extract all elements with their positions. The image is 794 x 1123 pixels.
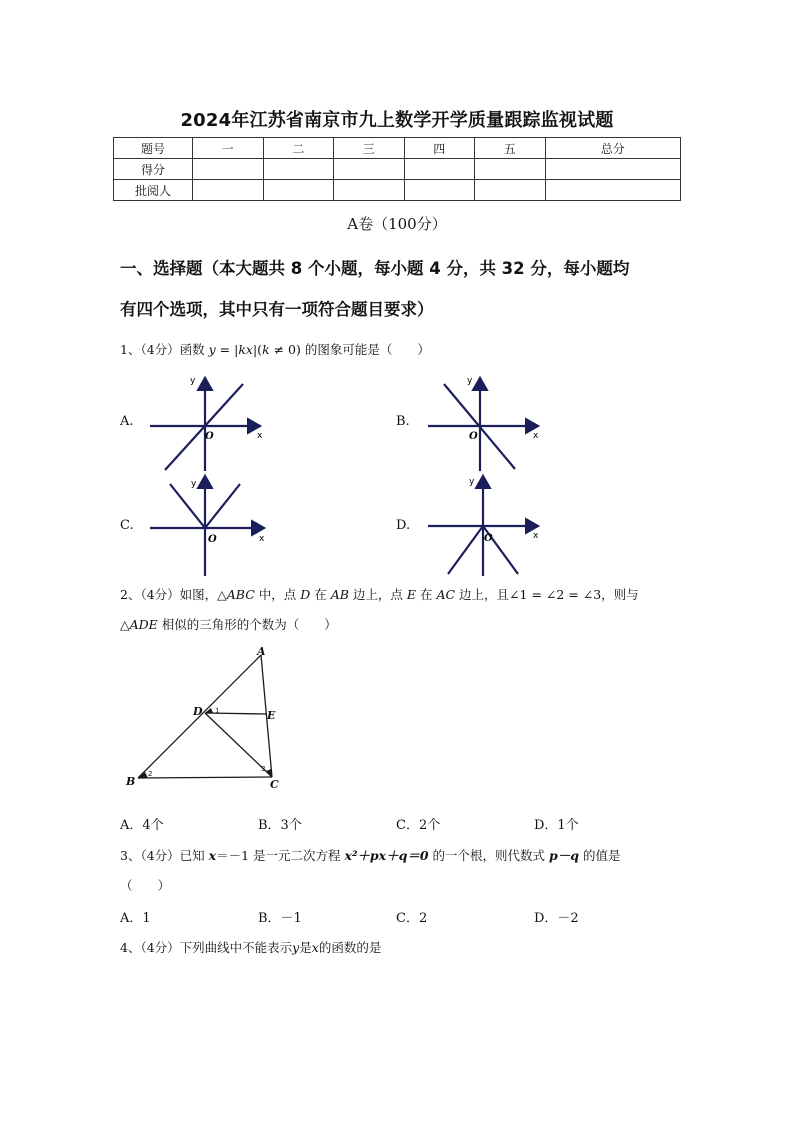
q1-graph-c <box>140 470 270 580</box>
q1-prefix: 1、（4分）函数 <box>120 342 205 357</box>
q1-graph-b <box>418 368 548 476</box>
x-axis-label: x <box>257 431 263 441</box>
q3-option-c: C．2 <box>396 911 428 926</box>
point-b-label: B <box>126 775 136 788</box>
graph-line-left <box>170 484 205 528</box>
q4-text: 的函数的是 <box>318 940 382 955</box>
angle-1-label: 1 <box>215 707 220 715</box>
table-cell <box>404 159 475 180</box>
table-row <box>114 159 681 180</box>
q2-var-ade: ADE <box>129 617 158 632</box>
origin-label: O <box>208 534 217 545</box>
q3-text: 的一个根，则代数式 <box>428 848 550 863</box>
q2-text: 中，点 <box>254 587 301 602</box>
point-d-label: D <box>193 705 203 718</box>
q3-var-x: x <box>208 848 217 863</box>
point-c-label: C <box>270 778 279 791</box>
y-axis-label: y <box>469 477 475 487</box>
table-header-cell: 二 <box>263 138 334 159</box>
table-row <box>114 180 681 201</box>
x-axis-label: x <box>259 534 265 544</box>
q3-text: 的值是 <box>579 848 621 863</box>
angle-3-label: 3 <box>261 765 266 773</box>
q2-var-ac: AC <box>436 587 456 602</box>
part-heading-line-2: 有四个选项，其中只有一项符合题目要求） <box>120 300 434 319</box>
q2-text: 2、（4分）如图，△ <box>120 587 227 602</box>
q1-suffix: 的图象可能是（ ） <box>304 342 430 357</box>
q1-option-d-label: D. <box>396 518 411 533</box>
y-axis-label: y <box>190 376 196 386</box>
q2-option-c: C．2个 <box>396 818 441 833</box>
q4-text: 4、（4分）下列曲线中不能表示 <box>120 940 293 955</box>
q1-formula-eq: = | <box>215 342 239 357</box>
q2-var-abc: ABC <box>226 587 255 602</box>
q4-var-y: y <box>292 940 300 955</box>
q2-text: 相似的三角形的个数为（ ） <box>157 617 337 632</box>
section-title: A卷（100分） <box>347 215 447 233</box>
table-row <box>114 138 681 159</box>
q1-option-c-label: C. <box>120 518 134 533</box>
q2-text: 边上，点 <box>348 587 407 602</box>
x-axis-label: x <box>533 531 539 541</box>
q2-triangle-figure <box>118 645 298 795</box>
q3-expression: p－q <box>549 848 579 863</box>
score-table <box>113 137 681 201</box>
y-axis-label: y <box>191 479 197 489</box>
q2-text: 在 <box>416 587 437 602</box>
table-cell <box>193 180 264 201</box>
table-header-cell: 题号 <box>114 138 193 159</box>
table-cell <box>263 159 334 180</box>
table-header-cell: 五 <box>475 138 546 159</box>
q2-var-d: D <box>300 587 311 602</box>
q1-formula-cond: ≠ 0) <box>269 342 301 357</box>
table-header-cell: 总分 <box>545 138 681 159</box>
question-4 <box>120 938 381 956</box>
q2-text: 边上，且∠1 = ∠2 = ∠3，则与 <box>455 587 639 602</box>
graph-line-left <box>448 526 483 574</box>
table-cell <box>263 180 334 201</box>
q3-option-b: B．－1 <box>258 911 302 926</box>
table-cell <box>334 159 405 180</box>
q1-formula-y: y <box>208 342 216 357</box>
point-e-label: E <box>267 709 276 722</box>
table-cell <box>545 180 681 201</box>
q3-equation: x²＋px＋q＝0 <box>344 848 429 863</box>
question-3-line-1 <box>120 846 620 864</box>
question-3-line-2: （ ） <box>120 878 171 893</box>
q1-formula-k: k <box>262 342 270 357</box>
q2-option-a: A．4个 <box>120 818 164 833</box>
origin-label: O <box>484 533 493 544</box>
table-cell <box>193 159 264 180</box>
table-header-cell: 一 <box>193 138 264 159</box>
table-cell <box>334 180 405 201</box>
q1-formula-close: |( <box>252 342 263 357</box>
page-title: 2024年江苏省南京市九上数学开学质量跟踪监视试题 <box>180 110 614 131</box>
q2-text: △ <box>120 617 130 632</box>
q2-var-e: E <box>406 587 417 602</box>
question-1 <box>120 340 430 358</box>
angle-2-label: 2 <box>148 770 153 778</box>
q3-option-a: A．1 <box>120 911 151 926</box>
q1-option-a-label: A. <box>120 414 134 429</box>
table-cell <box>475 159 546 180</box>
y-axis-label: y <box>467 376 473 386</box>
q3-option-d: D．－2 <box>534 911 579 926</box>
q2-option-d: D．1个 <box>534 818 579 833</box>
side-bc <box>138 777 272 778</box>
q2-option-b: B．3个 <box>258 818 302 833</box>
graph-line-right <box>205 484 240 528</box>
q3-text: ＝－1 是一元二次方程 <box>216 848 345 863</box>
q2-text: 在 <box>310 587 331 602</box>
q4-text: 是 <box>299 940 312 955</box>
q2-var-ab: AB <box>330 587 349 602</box>
question-2-line-1 <box>120 585 639 603</box>
q1-option-b-label: B. <box>396 414 410 429</box>
point-a-label: A <box>257 645 266 658</box>
part-heading-line-1: 一、选择题（本大题共 8 个小题，每小题 4 分，共 32 分，每小题均 <box>120 259 630 278</box>
q1-graph-a <box>140 368 270 476</box>
table-header-cell: 三 <box>334 138 405 159</box>
table-cell <box>404 180 475 201</box>
table-cell <box>475 180 546 201</box>
question-2-line-2 <box>120 615 337 633</box>
q3-text: 3、（4分）已知 <box>120 848 209 863</box>
origin-label: O <box>205 431 214 442</box>
q4-var-x: x <box>311 940 319 955</box>
q1-formula-kx: kx <box>238 342 253 357</box>
x-axis-label: x <box>533 431 539 441</box>
table-header-cell: 四 <box>404 138 475 159</box>
q1-graph-d <box>418 470 548 580</box>
table-row-label: 得分 <box>114 159 193 180</box>
table-cell <box>545 159 681 180</box>
origin-label: O <box>469 431 478 442</box>
table-row-label: 批阅人 <box>114 180 193 201</box>
